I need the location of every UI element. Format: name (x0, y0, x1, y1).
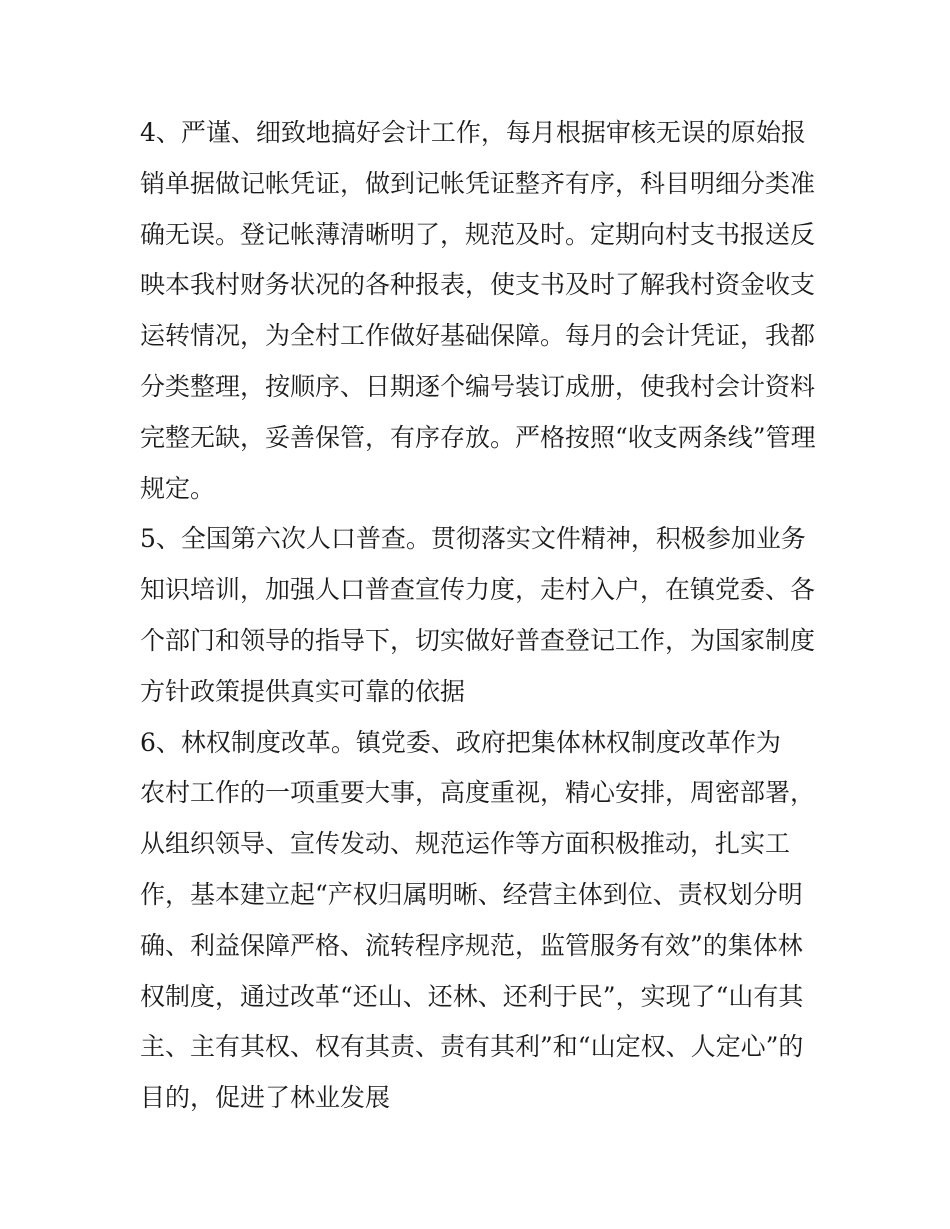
text-line: 分类整理，按顺序、日期逐个编号装订成册，使我村会计资料 (140, 371, 816, 401)
text-line: 从组织领导、宣传发动、规范运作等方面积极推动，扎实工 (140, 829, 791, 859)
text-line: 主、主有其权、权有其责、责有其利”和“山定权、人定心”的 (140, 1032, 804, 1062)
text-line: 规定。 (140, 473, 216, 503)
text-line: 方针政策提供真实可靠的依据 (140, 676, 466, 706)
text-line: 销单据做记帐凭证，做到记帐凭证整齐有序，科目明细分类准 (140, 168, 816, 198)
text-line: 确无误。登记帐薄清晰明了，规范及时。定期向村支书报送反 (140, 219, 816, 249)
text-line: 作，基本建立起“产权归属明晰、经营主体到位、责权划分明 (140, 879, 803, 909)
text-line: 农村工作的一项重要大事，高度重视，精心安排，周密部署， (140, 778, 816, 808)
document-body (140, 108, 820, 1124)
text-line: 知识培训，加强人口普查宣传力度，走村入户，在镇党委、各 (140, 575, 816, 605)
text-line: 5、全国第六次人口普查。贯彻落实文件精神，积极参加业务 (140, 524, 806, 554)
text-line: 确、利益保障严格、流转程序规范，监管服务有效”的集体林 (140, 930, 803, 960)
text-line: 4、严谨、细致地搞好会计工作，每月根据审核无误的原始报 (140, 118, 806, 147)
text-line: 个部门和领导的指导下，切实做好普查登记工作，为国家制度 (140, 625, 816, 655)
text-line: 权制度，通过改革“还山、还林、还利于民”，实现了“山有其 (140, 981, 804, 1011)
text-line: 完整无缺，妥善保管，有序存放。严格按照“收支两条线”管理 (140, 422, 816, 452)
text-line: 运转情况，为全村工作做好基础保障。每月的会计凭证，我都 (140, 321, 816, 351)
text-line: 6、林权制度改革。镇党委、政府把集体林权制度改革作为 (140, 727, 781, 757)
text-line: 目的，促进了林业发展 (140, 1083, 391, 1113)
text-line: 映本我村财务状况的各种报表，使支书及时了解我村资金收支 (140, 270, 816, 300)
